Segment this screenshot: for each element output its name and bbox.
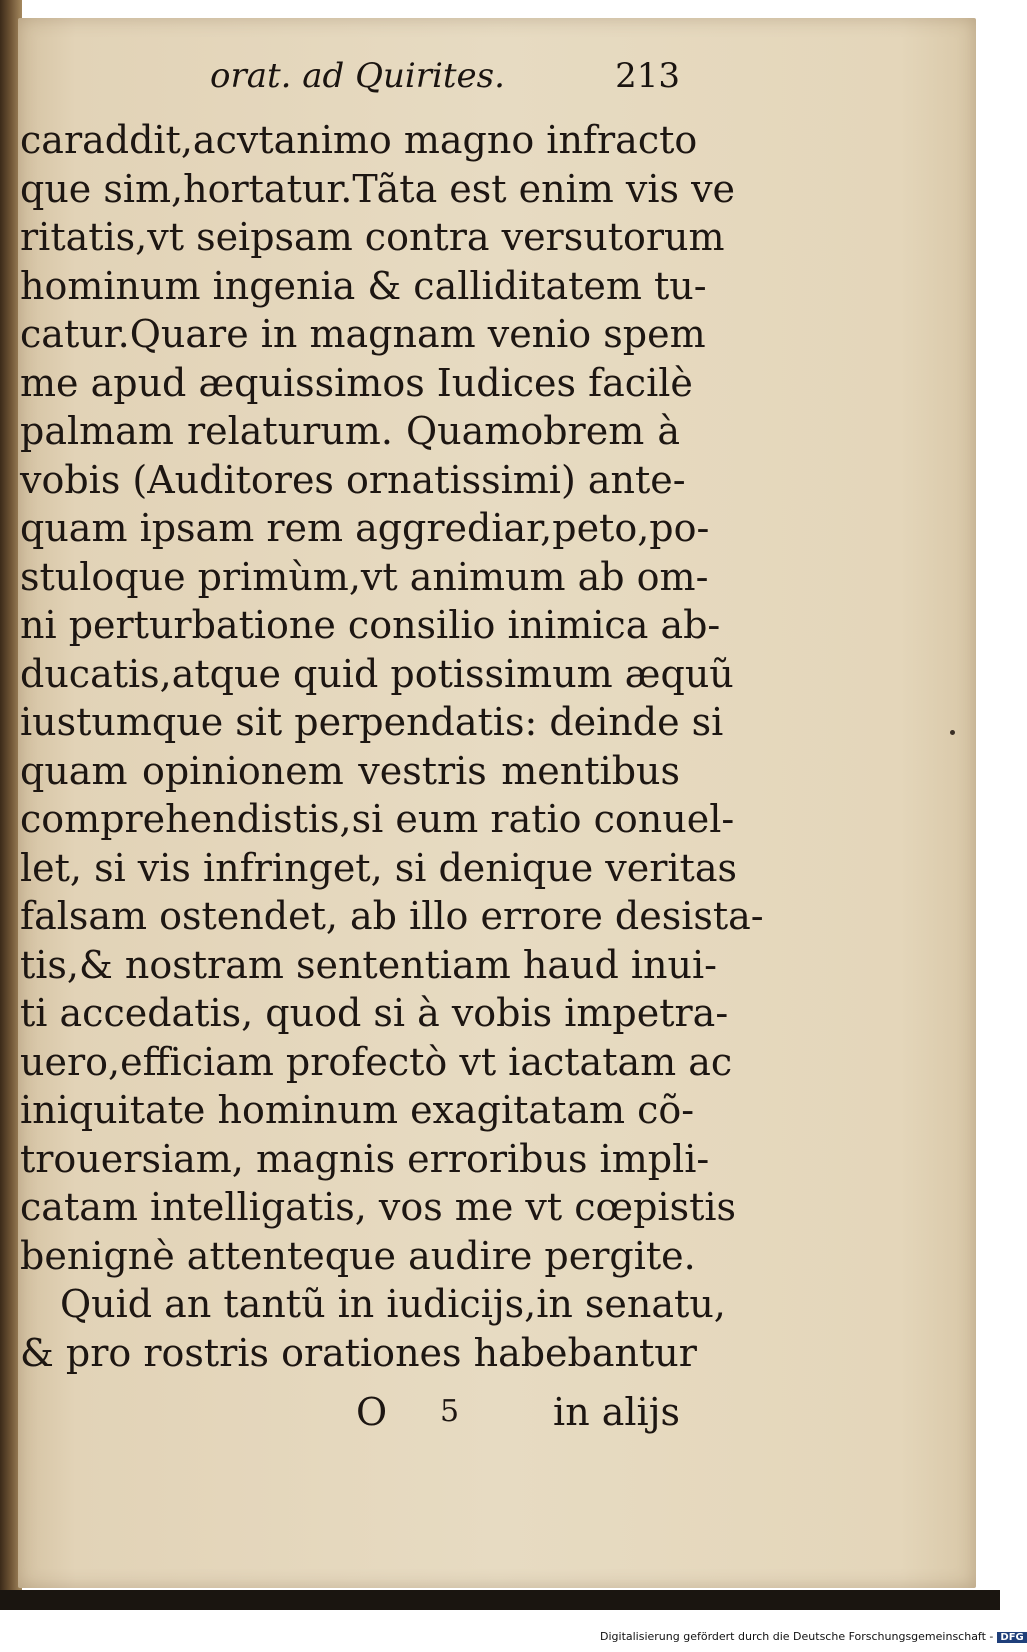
digitization-footer [600,1630,1024,1650]
text-line: let, si vis infringet, si denique veritas [20,845,737,890]
text-line: stuloque primùm,vt animum ab om- [20,554,709,599]
text-line: hominum ingenia & calliditatem tu- [20,263,707,308]
text-line: tis,& nostram sententiam haud inui- [20,942,717,987]
text-line: vobis (Auditores ornatissimi) ante- [20,457,686,502]
text-line: ducatis,atque quid potissimum æquũ [20,651,734,696]
running-head-title: orat. ad Quirites. [210,56,505,96]
text-line: ritatis,vt seipsam contra versutorum [20,215,725,259]
text-line: falsam ostendet, ab illo errore desista- [20,894,764,938]
footer-text: Digitalisierung gefördert durch die Deutsche Forschungsgemeinschaft - [600,1630,994,1643]
paper-speck [950,730,955,735]
text-line: caraddit,acvtanimo magno infracto [20,118,698,162]
text-line: ni perturbatione consilio inimica ab- [20,603,721,647]
scan-background-bottom [0,1590,1000,1610]
page-number: 213 [615,56,680,96]
signature-mark: O [356,1390,388,1434]
text-line: quam opinionem vestris mentibus [20,748,680,793]
text-line: iustumque sit perpendatis: deinde si [20,700,724,744]
text-line: palmam relaturum. Quamobrem à [20,409,680,453]
body-text [20,116,764,1377]
text-line: iniquitate hominum exagitatam cõ- [20,1088,695,1132]
catchline [340,1390,680,1438]
dfg-logo-icon: DFG [997,1632,1026,1643]
text-line: catur.Quare in magnam venio spem [20,312,706,356]
text-line: quam ipsam rem aggrediar,peto,po- [20,506,710,550]
text-line: uero,efficiam profectò vt iactatam ac [20,1039,733,1084]
signature-number: 5 [440,1394,460,1429]
text-line: comprehendistis,si eum ratio conuel- [20,797,735,841]
text-line: ti accedatis, quod si à vobis impetra- [20,991,729,1035]
text-line: & pro rostris orationes habebantur [20,1330,697,1375]
paragraph-first-line: Quid an tantũ in iudicijs,in senatu, [60,1282,726,1326]
text-line: benignè attenteque audire pergite. [20,1233,696,1278]
text-line: que sim,hortatur.Tãta est enim vis ve [20,166,736,211]
catchword: in alijs [553,1390,680,1434]
text-line: trouersiam, magnis erroribus impli- [20,1136,710,1181]
text-line: me apud æquissimos Iudices facilè [20,360,693,405]
running-head [210,56,680,106]
text-line: catam intelligatis, vos me vt cœpistis [20,1185,736,1229]
